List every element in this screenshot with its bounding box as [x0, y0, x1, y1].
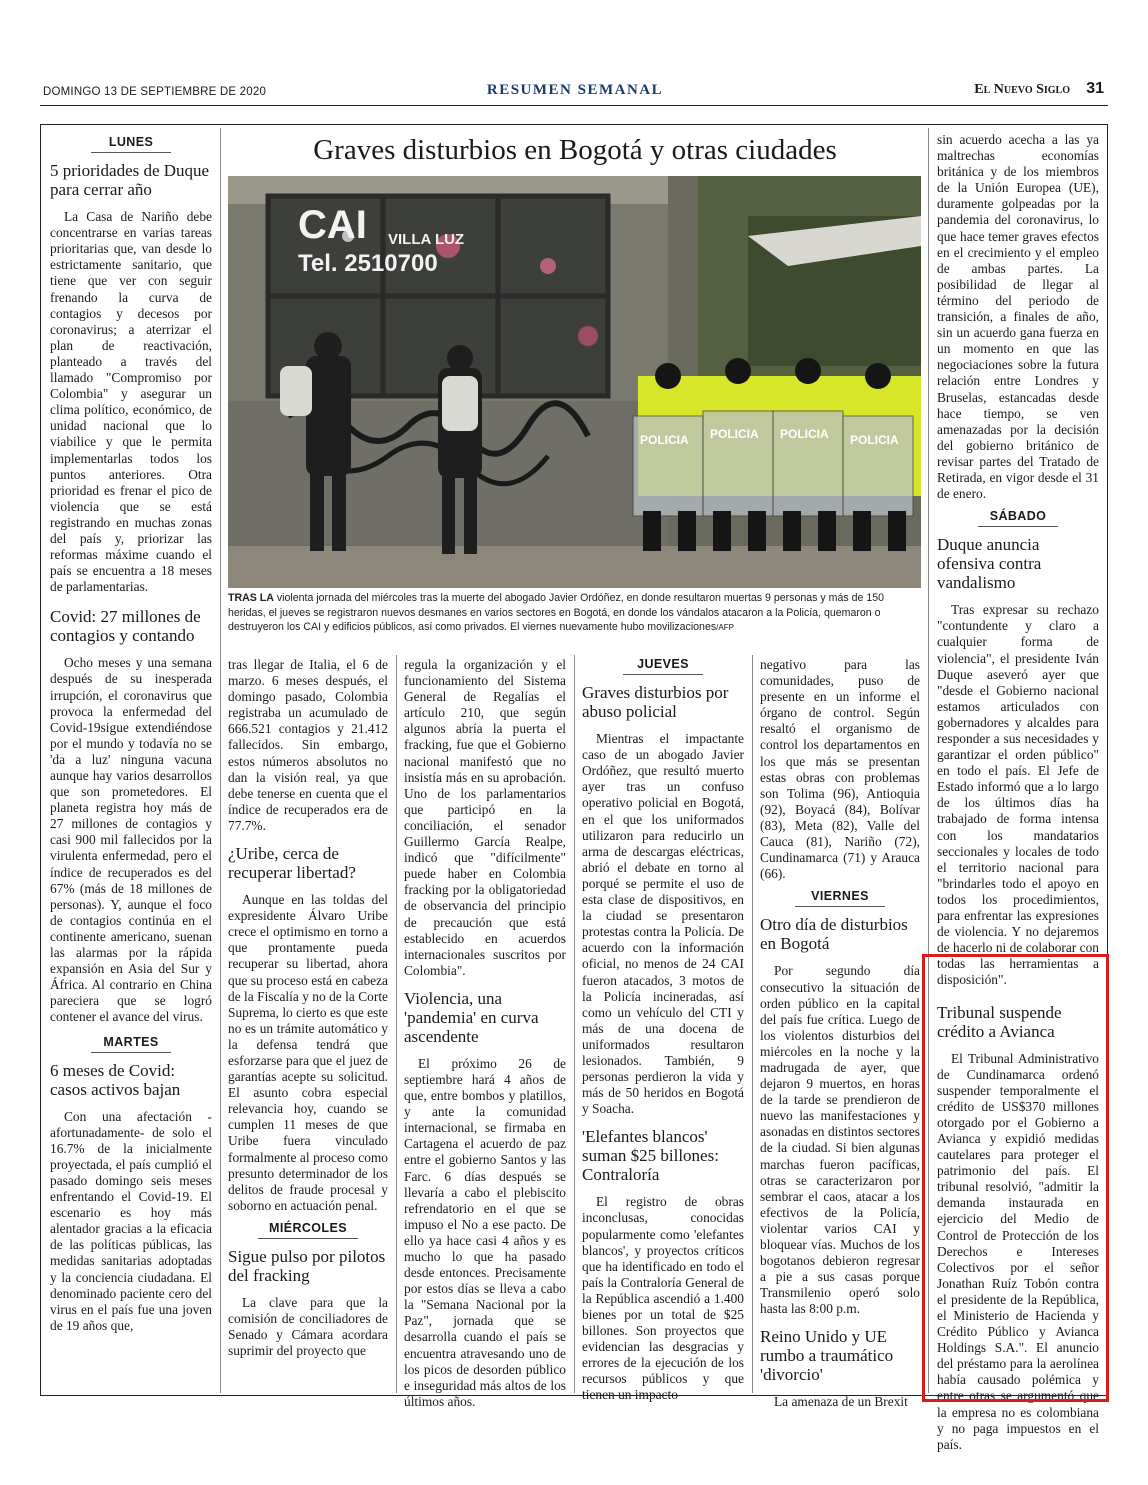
headline-violence-pandemic: Violencia, una 'pandemia' en curva ascendente: [404, 988, 539, 1046]
headline-another-day-riots: Otro día de disturbios en Bogotá: [760, 915, 908, 954]
protest-photo-illustration: [228, 176, 921, 588]
main-headline: Graves disturbios en Bogotá y otras ciudades: [313, 134, 837, 166]
column-divider: [396, 655, 397, 1393]
shield-label: POLICIA: [780, 427, 829, 441]
column-4: [582, 650, 744, 1404]
article-body: La clave para que la comisión de conciliadores de Senado y Cámara acordara suprimir del proyecto que: [228, 1295, 388, 1359]
column-divider: [752, 655, 753, 1393]
issue-date: DOMINGO 13 DE SEPTIEMBRE DE 2020: [43, 86, 267, 98]
caption-text: violenta jornada del miércoles tras la muerte del abogado Javier Ordóñez, en donde resultaron muertas 9 personas y más de 150 heridas, el jueves se registraron nuevos desmanes en varios sectores en Bogotá, en donde los vándalos atacaron a la Policía, quemaron o destruyeron los CAI y edificios públicos, así como privados. El viernes nuevamente hubo movilizaciones: [228, 592, 884, 633]
headline-duque-priorities: 5 prioridades de Duque para cerrar año: [50, 161, 210, 200]
caption-credit: /AFP: [716, 623, 734, 632]
column-2: [228, 657, 388, 1359]
article-body: Mientras el impactante caso de un abogado Javier Ordóñez, que resultó muerto ayer tras un confuso operativo policial en Bogotá, en el que los uniformados utilizaron para reducirlo un arma de descargas eléctricas, abrió el debate en torno al porqué se permite el uso de esta clase de dispositivos, en la ciudad se presentaron protestas contra la Policía. De acuerdo con la información oficial, no menos de 24 CAI fueron atacados, 3 motos de la Policía incineradas, así como un vehículo del CTI y más de una docena de uniformados resultaron lesionados. También, 9 personas perdieron la vida y más de 50 heridos en Bogotá y Soacha.: [582, 731, 744, 1117]
shield-label: POLICIA: [850, 433, 899, 447]
article-body: tras llegar de Italia, el 6 de marzo. 6 meses después, el domingo pasado, Colombia registraba un acumulado de 666.521 contagios y 21.412 fallecidos. Sin embargo, estos números absolutos no dan la visión real, ya que debe tenerse en cuenta que el índice de recuperados era de 77.7%.: [228, 657, 388, 833]
article-body: La Casa de Nariño debe concentrarse en varias tareas prioritarias que, van desde lo estrictamente sanitario, que tiene que ver con seguir frenando la curva de contagios y decesos por coronavirus; a aterrizar el plan de reactivación, planteado a través del llamado "Compromiso por Colombia" y asegurar un clima político, económico, de unidad nacional que lo viabilice y que le permita implementarlas todos los puntos anteriores. Otra prioridad es frenar el pico de violencia que se está registrando en muchas zonas del país y, priorizar las reformas máxime cuando el país se encuentra a 18 meses de parlamentarias.: [50, 209, 212, 595]
shield-label: POLICIA: [710, 427, 759, 441]
article-body: Aunque en las toldas del expresidente Álvaro Uribe crece el optimismo en torno a que prontamente pueda recuperar su libertad, ahora que su proceso está en cabeza de la Fiscalía y no de la Corte Suprema, lo cierto es que este no es un trámite automático y la defensa tendrá que esforzarse para que el juez de garantías acepte su solicitud. El asunto cobra especial relevancia hoy, cuando se cumplen 11 meses de que Uribe fuera vinculado formalmente al proceso como presunto determinador de los delitos de fraude procesal y soborno en actuación penal.: [228, 892, 388, 1213]
protest-photo: [228, 176, 921, 588]
article-body: La amenaza de un Brexit: [774, 1394, 908, 1410]
highlight-box-avianca: [922, 954, 1109, 1402]
headline-covid-27m: Covid: 27 millones de contagios y contando: [50, 607, 201, 646]
headline-uribe: ¿Uribe, cerca de recuperar libertad?: [228, 844, 356, 883]
photo-caption: [228, 591, 921, 636]
section-label-jueves: JUEVES: [623, 656, 703, 675]
section-label-viernes: VIERNES: [795, 888, 885, 907]
newspaper-name: El Nuevo Siglo: [974, 82, 1070, 97]
column-divider: [574, 655, 575, 1393]
cai-place-text: VILLA LUZ: [388, 231, 465, 248]
column-1: [50, 128, 212, 1334]
article-body: regula la organización y el funcionamiento del Sistema General de Regalías el artículo 210, que según algunos abría la puerta el fracking, fue que el Gobierno nacional manifestó que no insistía más en su aprobación. Uno de los parlamentarios que participó en la conciliación, el senador Guillermo García Realpe, indicó que "difícilmente" puede haber en Colombia fracking por la obligatoriedad de observancia del principio de precaución que está establecido en acuerdos internacionales suscritos por Colombia".: [404, 657, 566, 978]
shield-label: POLICIA: [640, 433, 689, 447]
caption-lead: TRAS LA: [228, 592, 274, 604]
headline-duque-offensive: Duque anuncia ofensiva contra vandalismo: [937, 535, 1042, 593]
header-rule: [40, 105, 1108, 106]
headline-covid-6-months: 6 meses de Covid: casos activos bajan: [50, 1060, 181, 1099]
article-body: negativo para las comunidades, puso de presente en un informe el órgano de control. Según resaltó el organismo de control los departamentos en los que más se presentan estas obras con problemas son Tolima (96), Antioquia (92), Boyacá (84), Bolívar (83), Meta (82), Valle del Cauca (81), Nariño (72), Cundinamarca (71) y Arauca (66).: [760, 657, 920, 882]
article-body: Ocho meses y una semana después de su inesperada irrupción, el coronavirus que provoca la enfermedad del Covid-19sigue extendiéndose por el mundo y todavía no se 'da a luz' ninguna vacuna aunque hay varios desarrollos que son prometedores. El planeta registra hoy más de 27 millones de contagios y casi 900 mil fallecidos por la virulenta enfermedad, pero el índice de recuperados es del 67% (más de 18 millones de personas). Y, aunque el foco de contagios continúa en el continente americano, suenan las alarmas por la rápida expansión en Asia del Sur y África. Al contrario en China pareciera que se logró contener el avance del virus.: [50, 655, 212, 1025]
column-3: [404, 657, 566, 1410]
section-label-miercoles: MIÉRCOLES: [258, 1220, 358, 1239]
article-body: Por segundo día consecutivo la situación de orden público en la capital del país fue crítica. Luego de los violentos disturbios del miércoles en la noche y la madrugada de ayer, que dejaron 9 muertos, en horas de la tarde se prendieron de nuevo las manifestaciones y asonadas en distintos sectores de la ciudad. Si bien algunas marchas fueron pacíficas, otras se caracterizaron por sembrar el caos, atacar a los efectivos de la Policía, violentar varios CAI y bloquear vías. Muchos de los bogotanos debieron regresar a pie a sus casas porque Transmilenio operó solo hasta las 8:00 p.m.: [760, 963, 920, 1317]
headline-avianca: Tribunal suspende crédito a Avianca: [937, 1002, 1062, 1041]
article-body: El Tribunal Administrativo de Cundinamarca ordenó suspender temporalmente el crédito de US$370 millones otorgado por el Gobierno a Avianca y expidió medidas cautelares para proteger el patrimonio del país. El tribunal resolvió, "admitir la demanda instaurada en ejercicio del Medio de Control de Protección de los Derechos e Intereses Colectivos por el señor Jonathan Ruíz Tobón contra el presidente de la República, el Ministerio de Hacienda y Crédito Público y Avianca Holdings S.A.". El anuncio del préstamo para la aerolínea había causado polémica y entre otras se argumentó que la empresa no es colombiana y no paga impuestos en el país.: [937, 1050, 1099, 1452]
cai-sign-text: CAI: [298, 203, 367, 247]
section-label-martes: MARTES: [91, 1034, 171, 1053]
article-body: Con una afectación -afortunadamente- de solo el 16.7% de la inicialmente proyectada, el país cumplió el pasado domingo seis meses enfrentando el Covid-19. El escenario es hoy más alentador gracias a la eficacia de las políticas públicas, las medidas sanitarias adoptadas y la conciencia ciudadana. El denominado paciente cero del virus en el país fue una joven de 19 años que,: [50, 1108, 212, 1333]
article-body: El registro de obras inconclusas, conocidas popularmente como 'elefantes blancos', y proyectos críticos que ha identificado en todo el país la Contraloría General de la República ascendió a 1.400 bienes por un total de $25 billones. Son proyectos que evidencian las desgracias y errores de la ejecución de los recursos públicos y que tienen un impacto: [582, 1194, 744, 1403]
section-title: RESUMEN SEMANAL: [486, 82, 664, 98]
headline-fracking: Sigue pulso por pilotos del fracking: [228, 1247, 386, 1285]
headline-police-abuse: Graves disturbios por abuso policial: [582, 683, 729, 722]
headline-brexit: Reino Unido y UE rumbo a traumático 'divorcio': [760, 1327, 894, 1385]
section-label-lunes: LUNES: [91, 134, 171, 153]
article-body: Tras expresar su rechazo "contundente y claro a cualquier forma de violencia", el presidente Iván Duque aseveró ayer que "desde el Gobierno nacional estamos articulados con gobernadores y alcaldes para responder a sus necesidades y garantizar el orden público" en todo el país. El Jefe de Estado informó que a lo largo de los últimos días ha trabajado de forma intensa con los mandatarios seccionales y locales de todo el territorio nacional para "brindarles todo el apoyo en todos los procedimientos, para enfrentar las expresiones de violencia. Y no dejaremos de hacerlo ni de colaborar con todas las herramientas a disposición".: [937, 602, 1099, 988]
page-number: 31: [1086, 80, 1104, 97]
article-body: sin acuerdo acecha a las ya maltrechas economías británica y de los miembros de la Unión Europea (UE), duramente golpeadas por la pandemia del coronavirus, lo que hace temer graves efectos en el crecimiento y el empleo de ambas partes. La posibilidad de llegar al término del periodo de transición, a finales de año, sin un acuerdo gana fuerza en un momento en que las negociaciones sobre la futura relación entre Londres y Bruselas, estancadas desde hace tiempo, se ven amenazadas por la decisión del gobierno británico de revisar partes del Tratado de Retirada, en vigor desde el 31 de enero.: [937, 132, 1099, 502]
column-divider: [220, 128, 221, 1393]
cai-phone-text: Tel. 2510700: [298, 250, 438, 277]
section-label-sabado: SÁBADO: [978, 508, 1058, 527]
article-body: El próximo 26 de septiembre hará 4 años de que, entre bombos y platillos, y ante la comunidad internacional, se firmaba en Cartagena el acuerdo de paz entre el gobierno Santos y las Farc. 6 días después se llevaría a cabo el plebiscito refrendatorio en el que se impuso el No a ese pacto. De ello ya hace casi 4 años y es mucho lo que ha pasado desde entonces. Precisamente por estos días se lleva a cabo la "Semana Nacional por la Paz", jornada que se desarrolla cuando el país se encuentra atravesando uno de los picos de desorden público e inseguridad más altos de los últimos años.: [404, 1055, 566, 1409]
column-5: [760, 657, 920, 1411]
headline-white-elephants: 'Elefantes blancos' suman $25 billones: Contraloría: [582, 1127, 719, 1185]
